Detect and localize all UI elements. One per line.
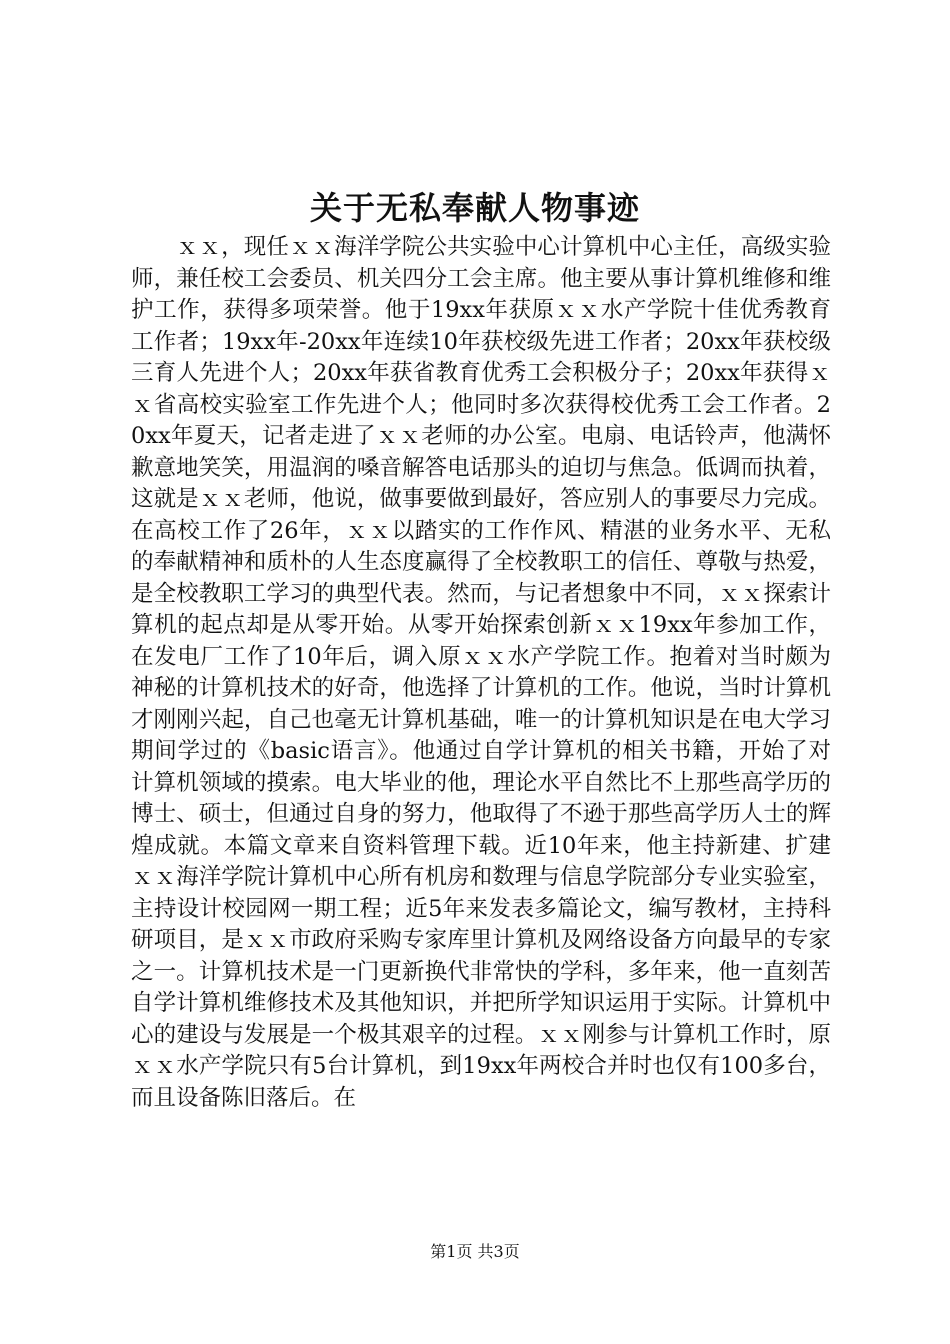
document-title: 关于无私奉献人物事迹 <box>309 189 640 227</box>
document-body-paragraph: ｘｘ，现任ｘｘ海洋学院公共实验中心计算机中心主任，高级实验师，兼任校工会委员、机关四分工会主席。他主要从事计算机维修和维护工作，获得多项荣誉。他于19xx年获原ｘｘ水产学院十佳优秀教育工作者；19xx年-20xx年连续10年获校级先进工作者；20xx年获校级三育人先进个人；20xx年获省教育优秀工会积极分子；20xx年获得ｘｘ省高校实验室工作先进个人；他同时多次获得校优秀工会工作者。20xx年夏天，记者走进了ｘｘ老师的办公室。电扇、电话铃声，他满怀歉意地笑笑，用温润的嗓音解答电话那头的迫切与焦急。低调而执着，这就是ｘｘ老师，他说，做事要做到最好，答应别人的事要尽力完成。在高校工作了26年，ｘｘ以踏实的工作作风、精湛的业务水平、无私的奉献精神和质朴的人生态度赢得了全校教职工的信任、尊敬与热爱，是全校教职工学习的典型代表。然而，与记者想象中不同，ｘｘ探索计算机的起点却是从零开始。从零开始探索创新ｘｘ19xx年参加工作，在发电厂工作了10年后，调入原ｘｘ水产学院工作。抱着对当时颇为神秘的计算机技术的好奇，他选择了计算机的工作。他说，当时计算机才刚刚兴起，自己也毫无计算机基础，唯一的计算机知识是在电大学习期间学过的《basic语言》。他通过自学计算机的相关书籍，开始了对计算机领域的摸索。电大毕业的他，理论水平自然比不上那些高学历的博士、硕士，但通过自身的努力，他取得了不逊于那些高学历人士的辉煌成就。本篇文章来自资料管理下载。近10年来，他主持新建、扩建ｘｘ海洋学院计算机中心所有机房和数理与信息学院部分专业实验室，主持设计校园网一期工程；近5年来发表多篇论文，编写教材，主持科研项目，是ｘｘ市政府采购专家库里计算机及网络设备方向最早的专家之一。计算机技术是一门更新换代非常快的学科，多年来，他一直刻苦自学计算机维修技术及其他知识，并把所学知识运用于实际。计算机中心的建设与发展是一个极其艰辛的过程。ｘｘ刚参与计算机工作时，原ｘｘ水产学院只有5台计算机，到19xx年两校合并时也仅有100多台，而且设备陈旧落后。在 <box>131 234 831 1111</box>
page-footer: 第1页 共3页 <box>430 1242 520 1261</box>
